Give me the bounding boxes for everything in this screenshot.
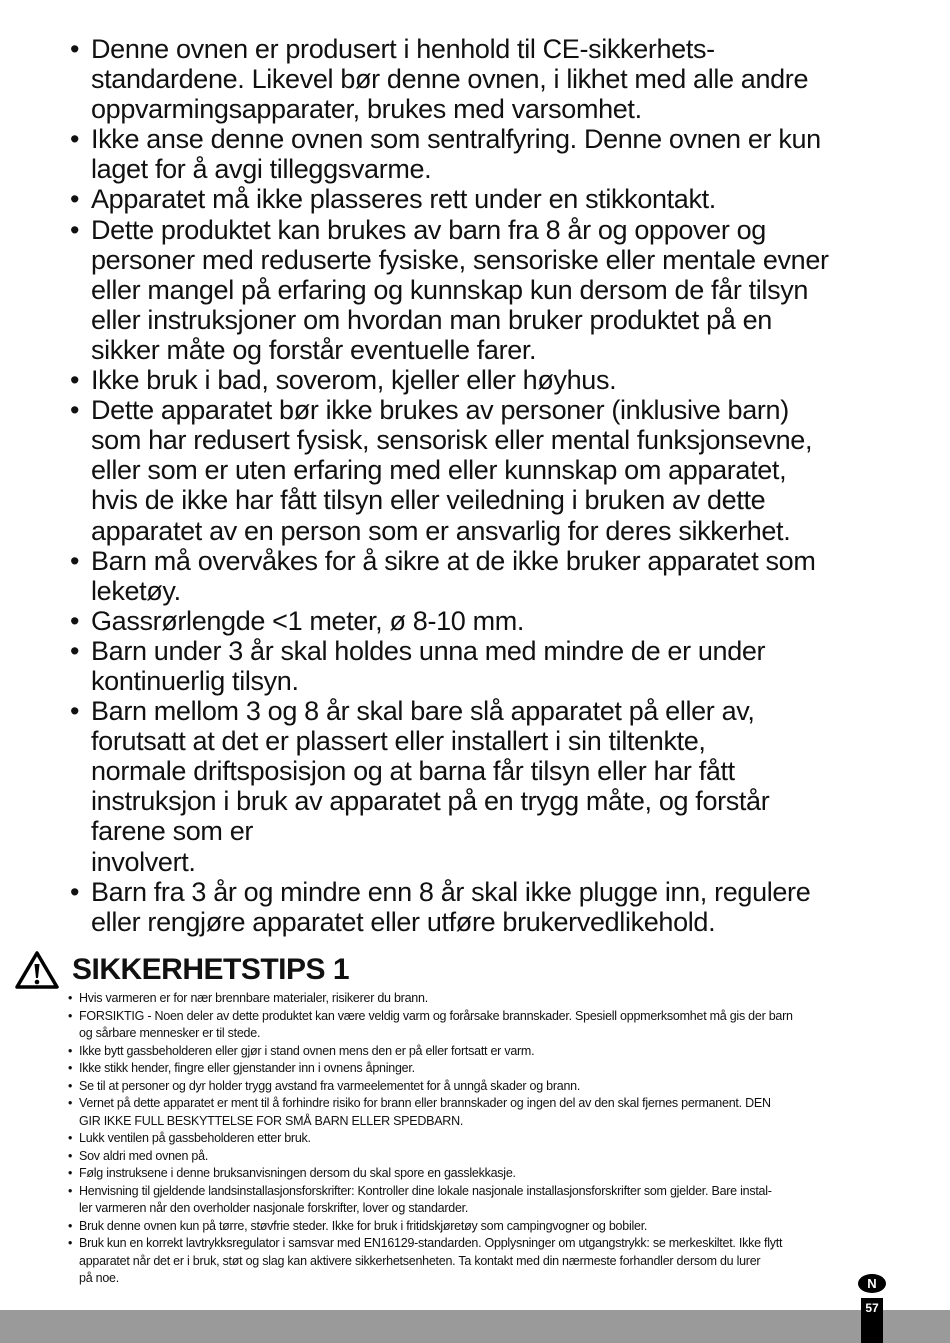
bullet-icon: •	[70, 696, 80, 727]
bullet-icon: •	[70, 605, 80, 636]
text-line: kontinuerlig tilsyn.	[91, 665, 299, 696]
bullet-icon: •	[70, 214, 80, 245]
text-line: Vernet på dette apparatet er ment til å forhindre risiko for brann eller brannskader og ingen del av den skal fjernes permanent. DEN	[79, 1096, 771, 1110]
main-bullet	[70, 546, 910, 606]
safety-tip	[68, 1008, 898, 1043]
safety-title: SIKKERHETSTIPS 1	[72, 953, 350, 986]
text-line: hvis de ikke har fått tilsyn eller veiledning i bruken av dette	[91, 485, 766, 516]
text-line: Følg instruksene i denne bruksanvisningen dersom du skal spore en gasslekkasje.	[79, 1166, 516, 1180]
text-line: Sov aldri med ovnen på.	[79, 1148, 209, 1163]
bullet-icon: •	[68, 1043, 73, 1058]
safety-tip	[68, 1078, 898, 1096]
safety-tip	[68, 1043, 898, 1061]
bullet-icon: •	[68, 1218, 73, 1233]
text-line: Bruk kun en korrekt lavtrykksregulator i samsvar med EN16129-standarden. Opplysninger om utgangstrykk: se merkeskiltet. Ikke flytt	[79, 1236, 783, 1250]
text-line: Denne ovnen er produsert i henhold til CE-sikkerhets-	[91, 34, 715, 64]
safety-tip	[68, 1183, 898, 1218]
main-bullet	[70, 636, 910, 696]
text-line: oppvarmingsapparater, brukes med varsomhet.	[91, 94, 642, 125]
bullet-icon: •	[70, 184, 80, 215]
footer-bar	[0, 1310, 950, 1343]
text-line: eller mangel på erfaring og kunnskap kun dersom de får tilsyn	[91, 274, 809, 305]
text-line: eller instruksjoner om hvordan man bruker produktet på en	[91, 304, 772, 335]
text-line: Barn fra 3 år og mindre enn 8 år skal ikke plugge inn, regulere	[91, 876, 811, 907]
text-line: Ikke bruk i bad, soverom, kjeller eller høyhus.	[91, 365, 617, 396]
text-line: forutsatt at det er plassert eller installert i sin tiltenkte,	[91, 726, 706, 757]
text-line: apparatet når det er i bruk, støt og slag kan aktivere sikkerhetsenheten. Ta kontakt med din nærmeste forhandler dersom du lurer	[79, 1253, 761, 1268]
text-line: involvert.	[91, 846, 196, 877]
bullet-icon: •	[68, 1131, 73, 1145]
text-line: Henvisning til gjeldende landsinstallasjonsforskrifter: Kontroller dine lokale nasjonale installasjonsforskrifter som gjelder. Bare instal-	[79, 1183, 772, 1198]
safety-tip	[68, 1148, 898, 1166]
bullet-icon: •	[70, 124, 80, 155]
main-bullet	[70, 877, 910, 937]
text-line: og sårbare mennesker er til stede.	[79, 1026, 261, 1040]
main-bullet-list	[70, 34, 910, 937]
safety-tip	[68, 1095, 898, 1130]
page-number: 57	[861, 1298, 883, 1343]
text-line: laget for å avgi tilleggsvarme.	[91, 154, 432, 185]
main-bullet	[70, 395, 910, 545]
main-bullet	[70, 696, 910, 877]
text-line: eller som er uten erfaring med eller kunnskap om apparatet,	[91, 455, 787, 486]
bullet-icon: •	[68, 991, 73, 1005]
bullet-icon: •	[68, 1183, 73, 1198]
safety-tip	[68, 1235, 898, 1288]
language-badge: N	[858, 1274, 886, 1293]
bullet-icon: •	[70, 34, 80, 64]
bullet-icon: •	[68, 1061, 73, 1075]
bullet-icon: •	[68, 1148, 73, 1163]
text-line: FORSIKTIG - Noen deler av dette produktet kan være veldig varm og forårsake brannskader. Spesiell oppmerksomhet må gis der barn	[79, 1008, 793, 1023]
text-line: Hvis varmeren er for nær brennbare materialer, risikerer du brann.	[79, 991, 428, 1005]
main-bullet	[70, 34, 910, 124]
safety-tip	[68, 1130, 898, 1148]
text-line: ler varmeren når den overholder nasjonale forskrifter, lover og standarder.	[79, 1201, 469, 1215]
text-line: på noe.	[79, 1271, 119, 1285]
main-bullet	[70, 606, 910, 636]
text-line: Ikke stikk hender, fingre eller gjenstander inn i ovnens åpninger.	[79, 1061, 415, 1075]
main-bullet	[70, 124, 910, 184]
text-line: Bruk denne ovnen kun på tørre, støvfrie steder. Ikke for bruk i fritidskjøretøy som campingvogner og bobiler.	[79, 1218, 648, 1233]
text-line: standardene. Likevel bør denne ovnen, i likhet med alle andre	[91, 64, 809, 95]
safety-tip	[68, 1218, 898, 1236]
text-line: Barn mellom 3 og 8 år skal bare slå apparatet på eller av,	[91, 696, 755, 727]
text-line: Dette apparatet bør ikke brukes av personer (inklusive barn)	[91, 395, 789, 426]
text-line: Ikke bytt gassbeholderen eller gjør i stand ovnen mens den er på eller fortsatt er varm.	[79, 1043, 535, 1058]
bullet-icon: •	[70, 365, 80, 396]
text-line: Se til at personer og dyr holder trygg avstand fra varmeelementet for å unngå skader og brann.	[79, 1078, 581, 1093]
bullet-icon: •	[68, 1236, 73, 1250]
text-line: Ikke anse denne ovnen som sentralfyring. Denne ovnen er kun	[91, 124, 821, 155]
safety-tips-list	[68, 990, 898, 1288]
main-bullet	[70, 184, 910, 214]
text-line: Barn må overvåkes for å sikre at de ikke bruker apparatet som	[91, 545, 816, 576]
bullet-icon: •	[68, 1166, 73, 1180]
safety-tip	[68, 1165, 898, 1183]
bullet-icon: •	[70, 635, 80, 666]
text-line: Barn under 3 år skal holdes unna med mindre de er under	[91, 635, 766, 666]
text-line: farene som er	[91, 816, 254, 847]
bullet-icon: •	[68, 1008, 73, 1023]
text-line: instruksjon i bruk av apparatet på en trygg måte, og forstår	[91, 786, 770, 817]
text-line: eller rengjøre apparatet eller utføre brukervedlikehold.	[91, 906, 716, 937]
safety-tip	[68, 1060, 898, 1078]
text-line: Lukk ventilen på gassbeholderen etter bruk.	[79, 1131, 311, 1145]
safety-heading	[14, 950, 349, 990]
safety-tip	[68, 990, 898, 1008]
bullet-icon: •	[68, 1078, 73, 1093]
text-line: som har redusert fysisk, sensorisk eller mental funksjonsevne,	[91, 425, 813, 456]
text-line: personer med reduserte fysiske, sensoriske eller mentale evner	[91, 244, 829, 275]
bullet-icon: •	[68, 1096, 73, 1110]
main-bullet	[70, 365, 910, 395]
text-line: apparatet av en person som er ansvarlig for deres sikkerhet.	[91, 515, 791, 546]
text-line: normale driftsposisjon og at barna får tilsyn eller har fått	[91, 756, 735, 787]
warning-triangle-icon	[14, 950, 60, 990]
bullet-icon: •	[70, 876, 80, 907]
text-line: GIR IKKE FULL BESKYTTELSE FOR SMÅ BARN ELLER SPEDBARN.	[79, 1113, 464, 1128]
text-line: Dette produktet kan brukes av barn fra 8 år og oppover og	[91, 214, 766, 245]
text-line: Apparatet må ikke plasseres rett under en stikkontakt.	[91, 184, 716, 215]
bullet-icon: •	[70, 395, 80, 426]
text-line: Gassrørlengde <1 meter, ø 8-10 mm.	[91, 605, 525, 636]
bullet-icon: •	[70, 545, 80, 576]
text-line: leketøy.	[91, 575, 181, 606]
main-bullet	[70, 215, 910, 365]
text-line: sikker måte og forstår eventuelle farer.	[91, 334, 537, 365]
